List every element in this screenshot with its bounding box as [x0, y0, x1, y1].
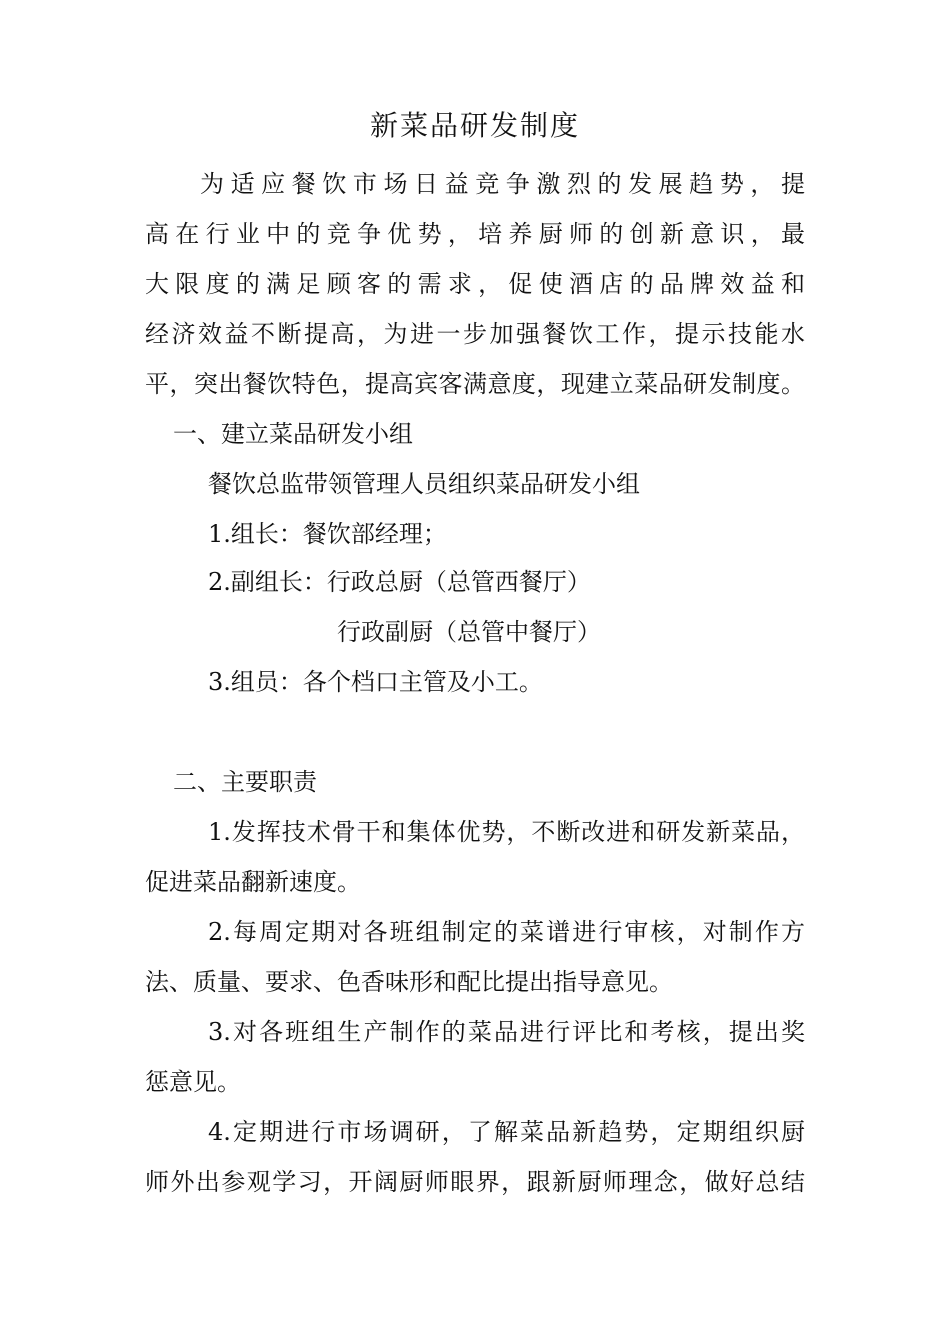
section2-item-2-line-1: 2.每周定期对各班组制定的菜谱进行审核，对制作方 [208, 918, 805, 946]
section2-item-4-line-1: 4.定期进行市场调研，了解菜品新趋势，定期组织厨 [208, 1118, 805, 1146]
section2-item-1-line-1: 1.发挥技术骨干和集体优势，不断改进和研发新菜品， [208, 818, 805, 846]
intro-line-4: 经济效益不断提高，为进一步加强餐饮工作，提示技能水 [145, 320, 805, 348]
section1-heading: 一、建立菜品研发小组 [173, 420, 413, 448]
section1-item-2: 2.副组长：行政总厨（总管西餐厅） [208, 568, 591, 596]
document-title: 新菜品研发制度 [369, 109, 580, 142]
intro-line-5: 平，突出餐饮特色，提高宾客满意度，现建立菜品研发制度。 [145, 370, 805, 398]
section1-item-1: 1.组长：餐饮部经理； [208, 520, 447, 548]
section2-item-3-line-1: 3.对各班组生产制作的菜品进行评比和考核，提出奖 [208, 1018, 805, 1046]
section2-heading: 二、主要职责 [173, 768, 317, 796]
section1-lead: 餐饮总监带领管理人员组织菜品研发小组 [208, 470, 640, 498]
section2-item-4-line-2: 师外出参观学习，开阔厨师眼界，跟新厨师理念，做好总结 [145, 1168, 805, 1196]
section1-item-3: 3.组员：各个档口主管及小工。 [208, 668, 543, 696]
section1-item-2-continued: 行政副厨（总管中餐厅） [337, 618, 601, 646]
section2-item-2-line-2: 法、质量、要求、色香味形和配比提出指导意见。 [145, 968, 673, 996]
intro-line-3: 大限度的满足顾客的需求，促使酒店的品牌效益和 [145, 270, 805, 298]
intro-line-1: 为适应餐饮市场日益竞争激烈的发展趋势，提 [200, 170, 805, 198]
section2-item-3-line-2: 惩意见。 [145, 1068, 241, 1096]
intro-line-2: 高在行业中的竞争优势，培养厨师的创新意识，最 [145, 220, 805, 248]
section2-item-1-line-2: 促进菜品翻新速度。 [145, 868, 361, 896]
